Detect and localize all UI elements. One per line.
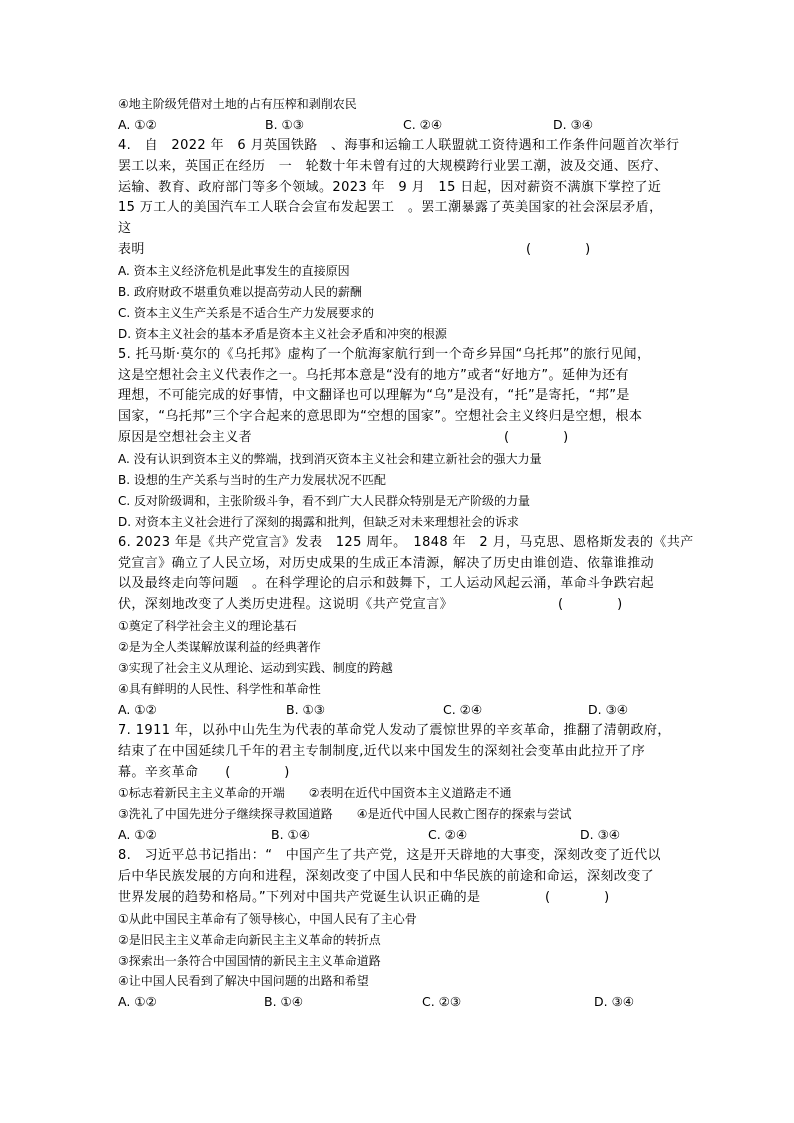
q6-line-3: 以及最终走向等问题 。在科学理论的启示和鼓舞下，工人运动风起云涌，革命斗争跌宕起: [118, 576, 655, 592]
q8-item-1: ①从此中国民主革命有了领导核心，中国人民有了主心骨: [118, 911, 417, 926]
q5-line-1: 5. 托马斯·莫尔的《乌托邦》虚构了一个航海家航行到一个奇乡异国“乌托邦”的旅行见闻，: [118, 346, 651, 362]
q8-line-3: 世界发展的趋势和格局。”下列对中国共产党诞生认识正确的是: [118, 889, 481, 905]
q6-line-1: 6. 2023 年是《共产党宣言》发表 125 周年。 1848 年 2 月，马克思、恩格斯发表的《共产: [118, 534, 694, 550]
q4-option-a: A. 资本主义经济危机是此事发生的直接原因: [118, 264, 350, 279]
q7-items-row-1: ①标志着新民主主义革命的开端 ②表明在近代中国资本主义道路走不通: [118, 786, 512, 801]
q4-line-6: 表明: [118, 242, 145, 258]
q8-item-3: ③探索出一条符合中国国情的新民主主义革命道路: [118, 953, 381, 968]
q7-line-3: 幕。辛亥革命 ( ): [118, 764, 290, 780]
q5-option-d: D. 对资本主义社会进行了深刻的揭露和批判，但缺乏对未来理想社会的诉求: [118, 514, 519, 529]
q8-option-b: B. ①④: [264, 994, 303, 1010]
q5-option-b: B. 设想的生产关系与当时的生产力发展状况不匹配: [118, 473, 386, 488]
q6-item-2: ②是为全人类谋解放谋利益的经典著作: [118, 640, 321, 655]
q4-option-d: D. 资本主义社会的基本矛盾是资本主义社会矛盾和冲突的根源: [118, 326, 447, 341]
q5-line-3: 理想，不可能完成的好事情，中文翻译也可以理解为“乌”是没有，“托”是寄托，“邦”是: [118, 388, 630, 404]
q5-stem-end: [118, 428, 678, 449]
q7-line-2: 结束了在中国延续几千年的君主专制制度,近代以来中国发生的深刻社会变革由此拉开了序: [118, 743, 646, 759]
q7-option-a: A. ①②: [118, 827, 157, 843]
q4-line-1: 4. 自 2022 年 6 月英国铁路 、海事和运输工人联盟就工资待遇和工作条件问题首次举行: [118, 137, 680, 153]
q7-items-row-2: ③洗礼了中国先进分子继续探寻救国道路 ④是近代中国人民救亡图存的探索与尝试: [118, 807, 572, 822]
q5-line-4: 国家，“乌托邦”三个字合起来的意思即为“空想的国家”。空想社会主义终归是空想，根本: [118, 409, 643, 425]
q4-line-4: 15 万工人的美国汽车工人联合会宣布发起罢工 。罢工潮暴露了英美国家的社会深层矛盾，: [118, 200, 663, 216]
q6-line-4: 伏，深刻地改变了人类历史进程。这说明《共产党宣言》: [118, 597, 454, 613]
exam-page: [118, 94, 694, 1013]
q6-item-1: ①奠定了科学社会主义的理论基石: [118, 619, 297, 634]
q6-line-2: 党宣言》确立了人民立场，对历史成果的生成正本清源，解决了历史由谁创造、依靠谁推动: [118, 555, 655, 571]
q4-option-b: B. 政府财政不堪重负难以提高劳动人民的薪酬: [118, 285, 362, 300]
q6-answer-paren: ( ): [558, 597, 623, 613]
q3-option-a: A. ①②: [118, 116, 157, 132]
q3-option-c: C. ②④: [403, 116, 443, 132]
q3-option-b: B. ①③: [265, 116, 304, 132]
q4-line-2: 罢工以来，英国正在经历 一 轮数十年未曾有过的大规模跨行业罢工潮，波及交通、医疗、: [118, 158, 668, 174]
q8-stem-end: [118, 888, 678, 909]
q8-line-1: 8. 习近平总书记指出：“ 中国产生了共产党，这是开天辟地的大事变，深刻改变了近代以: [118, 848, 661, 864]
q8-answer-paren: ( ): [545, 889, 610, 905]
q6-stem-end: [118, 595, 678, 616]
q6-option-a: A. ①②: [118, 701, 157, 717]
q7-option-b: B. ①④: [271, 827, 310, 843]
q4-option-c: C. 资本主义生产关系是不适合生产力发展要求的: [118, 305, 375, 320]
q5-option-a: A. 没有认识到资本主义的弊端，找到消灭资本主义社会和建立新社会的强大力量: [118, 452, 542, 467]
q7-option-d: D. ③④: [580, 827, 620, 843]
q5-option-c: C. 反对阶级调和，主张阶级斗争，看不到广大人民群众特别是无产阶级的力量: [118, 493, 531, 508]
q8-option-c: C. ②③: [422, 994, 462, 1010]
q8-options: [118, 992, 678, 1013]
q7-option-c: C. ②④: [428, 827, 468, 843]
q4-line-3: 运输、教育、政府部门等多个领域。2023 年 9 月 15 日起，因对薪资不满旗下掌控了近: [118, 179, 662, 195]
q3-option-d: D. ③④: [553, 116, 593, 132]
q6-item-4: ④具有鲜明的人民性、科学性和革命性: [118, 681, 321, 696]
q8-item-2: ②是旧民主主义革命走向新民主主义革命的转折点: [118, 932, 381, 947]
q8-line-2: 后中华民族发展的方向和进程，深刻改变了中国人民和中华民族的前途和命运，深刻改变了: [118, 868, 655, 884]
q7-options: [118, 825, 678, 846]
q6-item-3: ③实现了社会主义从理论、运动到实践、制度的跨越: [118, 661, 393, 676]
q8-option-d: D. ③④: [594, 994, 634, 1010]
q6-options: [118, 700, 678, 721]
q5-line-5: 原因是空想社会主义者: [118, 430, 253, 446]
q4-stem-end: [118, 240, 678, 261]
q6-option-c: C. ②④: [443, 701, 483, 717]
q7-line-1: 7. 1911 年，以孙中山先生为代表的革命党人发动了震惊世界的辛亥革命，推翻了清朝政府，: [118, 722, 671, 738]
q4-answer-paren: ( ): [526, 242, 591, 258]
q4-line-5: 这: [118, 221, 132, 237]
q8-item-4: ④让中国人民看到了解决中国问题的出路和希望: [118, 974, 369, 989]
q5-line-2: 这是空想社会主义代表作之一。乌托邦本意是“没有的地方”或者“好地方”。延伸为还有: [118, 367, 629, 383]
q3-item-4: ④地主阶级凭借对土地的占有压榨和剥削农民: [118, 97, 357, 111]
q8-option-a: A. ①②: [118, 994, 157, 1010]
q5-answer-paren: ( ): [504, 430, 569, 446]
q6-option-b: B. ①③: [286, 701, 325, 717]
q6-option-d: D. ③④: [588, 701, 628, 717]
q3-options: [118, 115, 678, 136]
